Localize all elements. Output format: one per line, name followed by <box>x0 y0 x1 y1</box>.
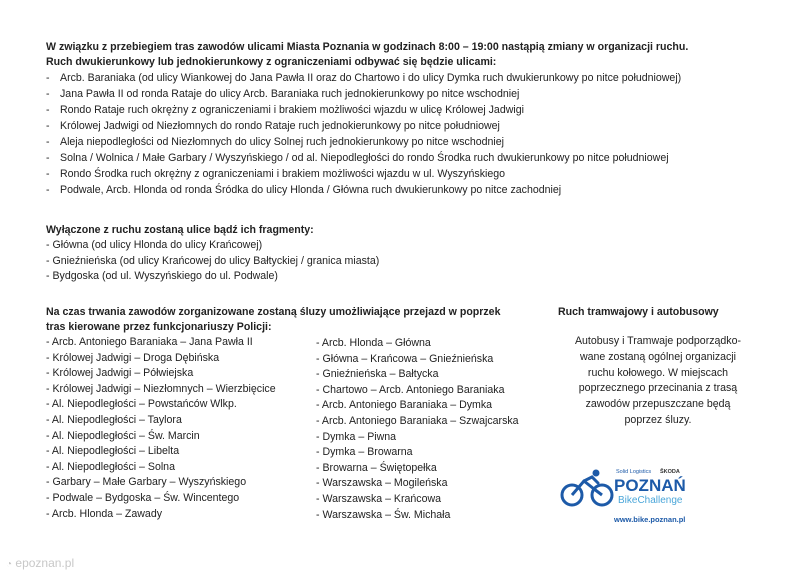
traffic-changes-list <box>46 70 688 198</box>
list-item: - Al. Niepodległości – Powstańców Wlkp. <box>46 397 500 413</box>
sponsor-1: Solid Logistics <box>616 469 652 475</box>
locks-heading-line-2: tras kierowane przez funkcjonariuszy Policji: <box>46 321 272 333</box>
locks-list-column-2 <box>316 336 519 523</box>
list-item: - Jana Pawła II od ronda Rataje do ulicy Arcb. Baraniaka ruch jednokierunkowy po nitce wschodniej <box>46 86 688 102</box>
locks-heading-line-1: Na czas trwania zawodów zorganizowane zostaną śluzy umożliwiające przejazd w poprzek <box>46 306 501 318</box>
list-item: - Chartowo – Arcb. Antoniego Baraniaka <box>316 383 519 399</box>
list-item: - Główna (od ulicy Hlonda do ulicy Krańcowej) <box>46 238 379 254</box>
list-item: - Dymka – Piwna <box>316 430 519 446</box>
list-item: - Warszawska – Św. Michała <box>316 508 519 524</box>
tram-bus-heading: Ruch tramwajowy i autobusowy <box>558 306 719 318</box>
list-item: - Dymka – Browarna <box>316 445 519 461</box>
list-item: - Rondo Środka ruch okrężny z ograniczeniami i brakiem możliwości wjazdu w ul. Wyszyńskiego <box>46 166 688 182</box>
intro-line-2: Ruch dwukierunkowy lub jednokierunkowy z ograniczeniami odbywać się będzie ulicami: <box>46 56 497 68</box>
list-item: - Królowej Jadwigi od Niezłomnych do rondo Rataje ruch jednokierunkowy po nitce południowej <box>46 118 688 134</box>
list-item: - Główna – Krańcowa – Gnieźnieńska <box>316 352 519 368</box>
sponsor-2: ŠKODA <box>660 469 680 475</box>
police-locks-column-2 <box>316 336 519 523</box>
watermark <box>6 556 74 570</box>
text-line: Autobusy i Tramwaje podporządko- <box>574 335 742 347</box>
tram-bus-text <box>558 334 758 429</box>
closed-streets-section <box>46 223 379 285</box>
list-item: - Królowej Jadwigi – Droga Dębińska <box>46 351 500 367</box>
list-item: - Al. Niepodległości – Libelta <box>46 444 500 460</box>
text-line: poprzez śluzy. <box>624 413 692 426</box>
list-item: - Podwale, Arcb. Hlonda od ronda Śródka do ulicy Hlonda / Główna ruch dwukierunkowy po nitce zachodniej <box>46 182 688 198</box>
brand-name: POZNAŃ <box>614 476 686 495</box>
list-item: - Arcb. Antoniego Baraniaka – Szwajcarska <box>316 414 519 430</box>
list-item: - Arcb. Baraniaka (od ulicy Wiankowej do Jana Pawła II oraz do Chartowo i do ulicy Dymka ruch dwukierunkowy po nitce południowej) <box>46 70 688 86</box>
traffic-changes-section <box>46 40 688 198</box>
list-item: - Browarna – Świętopełka <box>316 461 519 477</box>
list-item: - Podwale – Bydgoska – Św. Wincentego <box>46 491 500 507</box>
list-item: - Królowej Jadwigi – Niezłomnych – Wierzbięcice <box>46 382 500 398</box>
cyclist-icon <box>560 465 720 525</box>
text-line: poprzecznego przecinania z trasą <box>578 382 738 395</box>
intro-line-1: W związku z przebiegiem tras zawodów ulicami Miasta Poznania w godzinach 8:00 – 19:00 nastąpią zmiany w organizacji ruchu. <box>46 41 689 53</box>
list-item: - Rondo Rataje ruch okrężny z ograniczeniami i brakiem możliwości wjazdu w ulicę Królowej Jadwigi <box>46 102 688 118</box>
text-line: wane zostaną ogólnej organizacji <box>579 350 737 363</box>
list-item: - Warszawska – Krańcowa <box>316 492 519 508</box>
list-item: - Arcb. Antoniego Baraniaka – Dymka <box>316 398 519 414</box>
list-item: - Arcb. Antoniego Baraniaka – Jana Pawła II <box>46 335 500 351</box>
website-url: www.bike.poznan.pl <box>614 515 686 524</box>
list-item: - Bydgoska (od ul. Wyszyńskiego do ul. Podwale) <box>46 269 379 285</box>
closed-streets-list <box>46 238 379 285</box>
list-item: - Solna / Wolnica / Małe Garbary / Wyszyńskiego / od al. Niepodległości do rondo Środka ruch dwukierunkowy po nitce południowej <box>46 150 688 166</box>
text-line: ruchu kołowego. W miejscach <box>587 366 729 379</box>
list-item: - Al. Niepodległości – Taylora <box>46 413 500 429</box>
bike-challenge-logo <box>560 465 720 525</box>
watermark-text: epoznan.pl <box>15 556 75 570</box>
list-item: - Al. Niepodległości – Solna <box>46 460 500 476</box>
tram-bus-section <box>558 305 758 429</box>
list-item: - Gnieźnieńska – Bałtycka <box>316 367 519 383</box>
event-name: BikeChallenge <box>618 495 683 506</box>
watermark-icon: ◔ <box>6 559 13 570</box>
list-item: - Al. Niepodległości – Św. Marcin <box>46 429 500 445</box>
list-item: - Królowej Jadwigi – Półwiejska <box>46 366 500 382</box>
list-item: - Gnieźnieńska (od ulicy Krańcowej do ulicy Bałtyckiej / granica miasta) <box>46 254 379 270</box>
list-item: - Aleja niepodległości od Niezłomnych do ulicy Solnej ruch jednokierunkowy po nitce wschodniej <box>46 134 688 150</box>
list-item: - Warszawska – Mogileńska <box>316 476 519 492</box>
list-item: - Garbary – Małe Garbary – Wyszyńskiego <box>46 475 500 491</box>
list-item: - Arcb. Hlonda – Główna <box>316 336 519 352</box>
text-line: zawodów przepuszczane będą <box>585 398 731 411</box>
list-item: - Arcb. Hlonda – Zawady <box>46 507 500 523</box>
closed-streets-heading: Wyłączone z ruchu zostaną ulice bądź ich fragmenty: <box>46 224 314 236</box>
